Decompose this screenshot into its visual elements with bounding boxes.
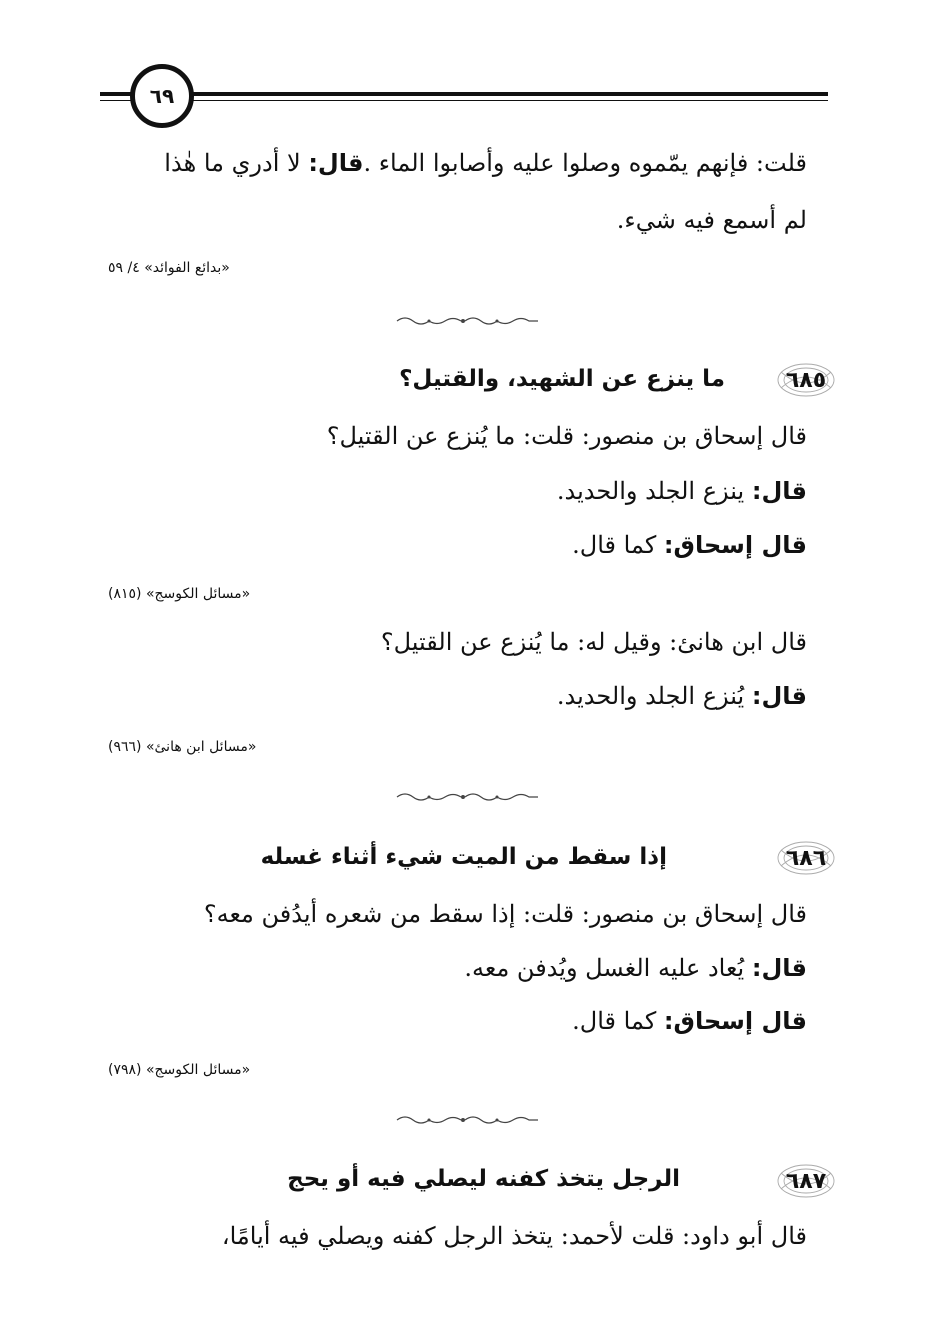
citation: «بدائع الفوائد» ٤/ ٥٩ (108, 260, 230, 276)
entry-number: ٦٨٧ (785, 1168, 827, 1194)
intro-line-1 (108, 151, 807, 175)
line-text: كما قال. (572, 1007, 664, 1035)
line-text: يُعاد عليه الغسل ويُدفن معه. (464, 954, 752, 982)
entry-line (557, 684, 807, 708)
entry-number-badge (775, 838, 837, 878)
entry-title: الرجل يتخذ كفنه ليصلي فيه أو يحج (287, 1166, 680, 1192)
line-text: كما قال. (572, 531, 664, 559)
entry-number-badge (775, 1161, 837, 1201)
bold-label: قال: (751, 477, 807, 505)
line-text: قال ابن هانئ: وقيل له: ما يُنزع عن القتيل؟ (380, 628, 807, 656)
header-rule-thin (100, 100, 828, 101)
entry-number-badge (775, 360, 837, 400)
line-text: ينزع الجلد والحديد. (556, 477, 752, 505)
entry-line (381, 630, 807, 654)
entry-title: إذا سقط من الميت شيء أثناء غسله (260, 844, 667, 870)
intro-line-2: لم أسمع فيه شيء. (616, 206, 807, 234)
intro-text-end: لا أدري ما هٰذا (164, 149, 309, 177)
ornament-divider (395, 314, 540, 328)
entry-line (464, 956, 807, 980)
page-number-badge (130, 64, 194, 128)
line-text: قال إسحاق بن منصور: قلت: إذا سقط من شعره أيدُفن معه؟ (203, 900, 807, 928)
bold-label: قال إسحاق: (663, 531, 807, 559)
entry-line (572, 1009, 807, 1033)
citation: «مسائل ابن هانئ» (٩٦٦) (108, 739, 257, 755)
entry-line (204, 902, 807, 926)
bold-label: قال إسحاق: (663, 1007, 807, 1035)
entry-number: ٦٨٦ (785, 845, 827, 871)
citation: «مسائل الكوسج» (٨١٥) (108, 586, 251, 602)
header-rule (100, 92, 828, 96)
citation: «مسائل الكوسج» (٧٩٨) (108, 1062, 251, 1078)
bold-label: قال: (751, 954, 807, 982)
page-number: ٦٩ (149, 84, 175, 108)
line-text: قال إسحاق بن منصور: قلت: ما يُنزع عن القتيل؟ (326, 422, 807, 450)
entry-title: ما ينزع عن الشهيد، والقتيل؟ (399, 366, 725, 392)
entry-number: ٦٨٥ (785, 367, 827, 393)
intro-text: قلت: فإنهم يمّموه وصلوا عليه وأصابوا الماء . (363, 149, 807, 177)
bold-label: قال: (751, 682, 807, 710)
line-text: قال أبو داود: قلت لأحمد: يتخذ الرجل كفنه ويصلي فيه أيامًا، (221, 1222, 807, 1250)
intro-bold-label: قال: (308, 149, 364, 177)
line-text: يُنزع الجلد والحديد. (556, 682, 752, 710)
entry-line (327, 424, 807, 448)
ornament-divider (395, 790, 540, 804)
ornament-divider (395, 1113, 540, 1127)
entry-line (572, 533, 807, 557)
entry-line (557, 479, 807, 503)
entry-line (222, 1224, 807, 1248)
